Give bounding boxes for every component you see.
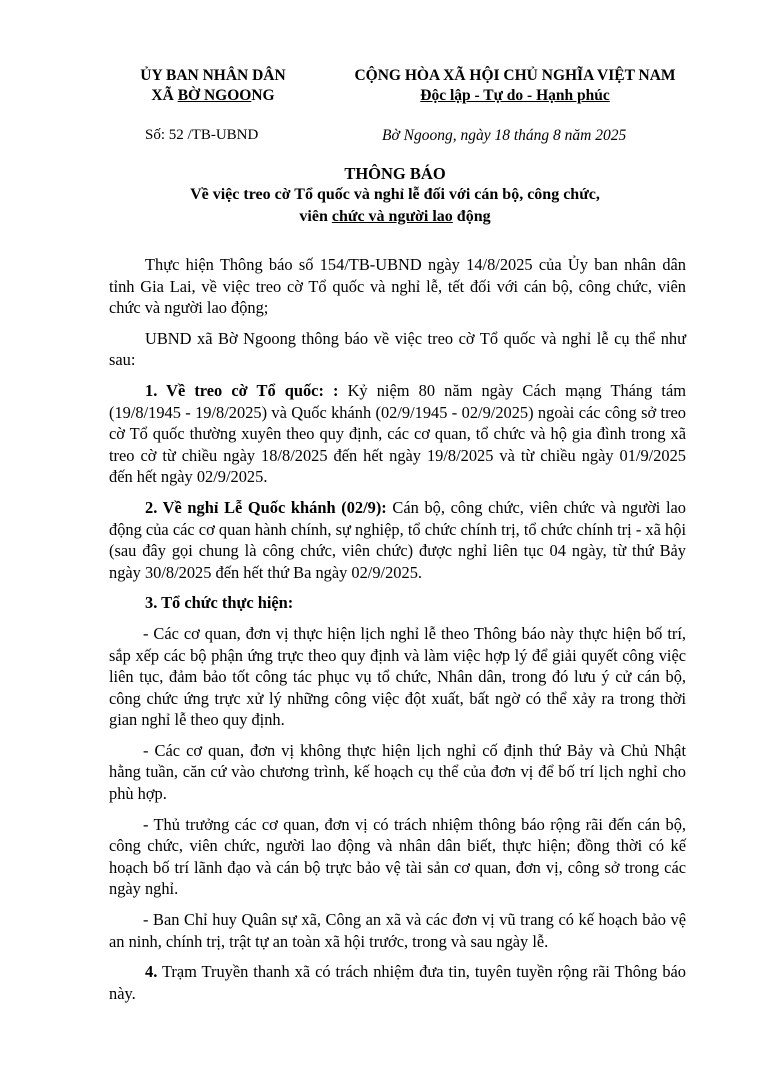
document-title: [100, 163, 690, 228]
place-and-date: Bờ Ngoong, ngày 18 tháng 8 năm 2025: [382, 127, 627, 144]
document-number: Số: 52 /TB-UBND: [145, 127, 259, 143]
paragraph-basis: Thực hiện Thông báo số 154/TB-UBND ngày 14/8/2025 của Ủy ban nhân dân tỉnh Gia Lai, về việc treo cờ Tổ quốc và nghỉ lễ, tết đối với cán bộ, công chức, viên chức và người lao động;: [109, 255, 686, 318]
section-implementation: [109, 592, 686, 614]
title-subject-line-1: Về việc treo cờ Tổ quốc và nghỉ lễ đối với cán bộ, công chức,: [190, 186, 600, 203]
issuing-authority: [118, 66, 308, 106]
section-heading: 4.: [145, 962, 158, 982]
section-heading: 2. Về nghỉ Lễ Quốc khánh (02/9):: [145, 497, 387, 517]
section-heading: 1. Về treo cờ Tổ quốc: :: [145, 380, 339, 400]
authority-line-2: XÃ BỜ NGOONG: [151, 87, 275, 104]
document-body: [109, 254, 686, 1013]
implementation-item: - Các cơ quan, đơn vị thực hiện lịch nghỉ lễ theo Thông báo này thực hiện bố trí, sắp xếp các bộ phận ứng trực theo quy định và làm việc hợp lý để giải quyết công việc liên tục, đảm bảo tốt công tác phục vụ tổ chức, Nhân dân, trong đó lưu ý cử cán bộ, công chức ứng trực xử lý những công việc đột xuất, bất ngờ có thể xảy ra trong thời gian nghỉ lễ theo quy định.: [109, 623, 686, 730]
title-subject-line-2: viên chức và người lao động: [299, 208, 491, 225]
section-holiday-leave: 2. Về nghỉ Lễ Quốc khánh (02/9): Cán bộ, công chức, viên chức và người lao động của các cơ quan hành chính, sự nghiệp, tổ chức chính trị, tổ chức chính trị - xã hội (sau đây gọi chung là công chức, viên chức) được nghỉ liên tục 04 ngày, từ thứ Bảy ngày 30/8/2025 đến hết thứ Ba ngày 02/9/2025.: [109, 497, 687, 582]
national-motto: [330, 66, 700, 106]
paragraph-intro: UBND xã Bờ Ngoong thông báo về việc treo cờ Tổ quốc và nghỉ lễ cụ thể như sau:: [109, 328, 686, 370]
authority-line-1: ỦY BAN NHÂN DÂN: [140, 67, 286, 84]
motto-line: Độc lập - Tự do - Hạnh phúc: [420, 87, 610, 104]
implementation-item: - Thủ trưởng các cơ quan, đơn vị có trách nhiệm thông báo rộng rãi đến cán bộ, công chức, viên chức, người lao động và nhân dân biết, thực hiện; đồng thời có kế hoạch bố trí lãnh đạo và cán bộ trực bảo vệ tài sản cơ quan, đơn vị, công sở trong các ngày nghỉ.: [109, 814, 686, 899]
implementation-item: - Các cơ quan, đơn vị không thực hiện lịch nghỉ cố định thứ Bảy và Chủ Nhật hằng tuần, căn cứ vào chương trình, kế hoạch cụ thể của đơn vị để bố trí lịch nghỉ cho phù hợp.: [109, 740, 686, 804]
section-broadcast: 4. Trạm Truyền thanh xã có trách nhiệm đưa tin, tuyên tuyền rộng rãi Thông báo này.: [109, 962, 686, 1003]
title-main: THÔNG BÁO: [344, 164, 446, 183]
country-name: CỘNG HÒA XÃ HỘI CHỦ NGHĨA VIỆT NAM: [354, 67, 676, 84]
section-heading: 3. Tổ chức thực hiện:: [145, 593, 294, 613]
implementation-item: - Ban Chỉ huy Quân sự xã, Công an xã và các đơn vị vũ trang có kế hoạch bảo vệ an ninh, chính trị, trật tự an toàn xã hội trước, trong và sau ngày lễ.: [109, 910, 686, 951]
section-flag-raising: 1. Về treo cờ Tổ quốc: : Kỷ niệm 80 năm ngày Cách mạng Tháng tám (19/8/1945 - 19/8/2025) và Quốc khánh (02/9/1945 - 02/9/2025) ngoài các công sở treo cờ Tổ quốc thường xuyên theo quy định, các cơ quan, tổ chức và hộ gia đình trong xã treo cờ từ chiều ngày 18/8/2025 đến hết ngày 19/8/2025 và từ chiều ngày 01/9/2025 đến hết ngày 02/9/2025.: [109, 380, 686, 487]
